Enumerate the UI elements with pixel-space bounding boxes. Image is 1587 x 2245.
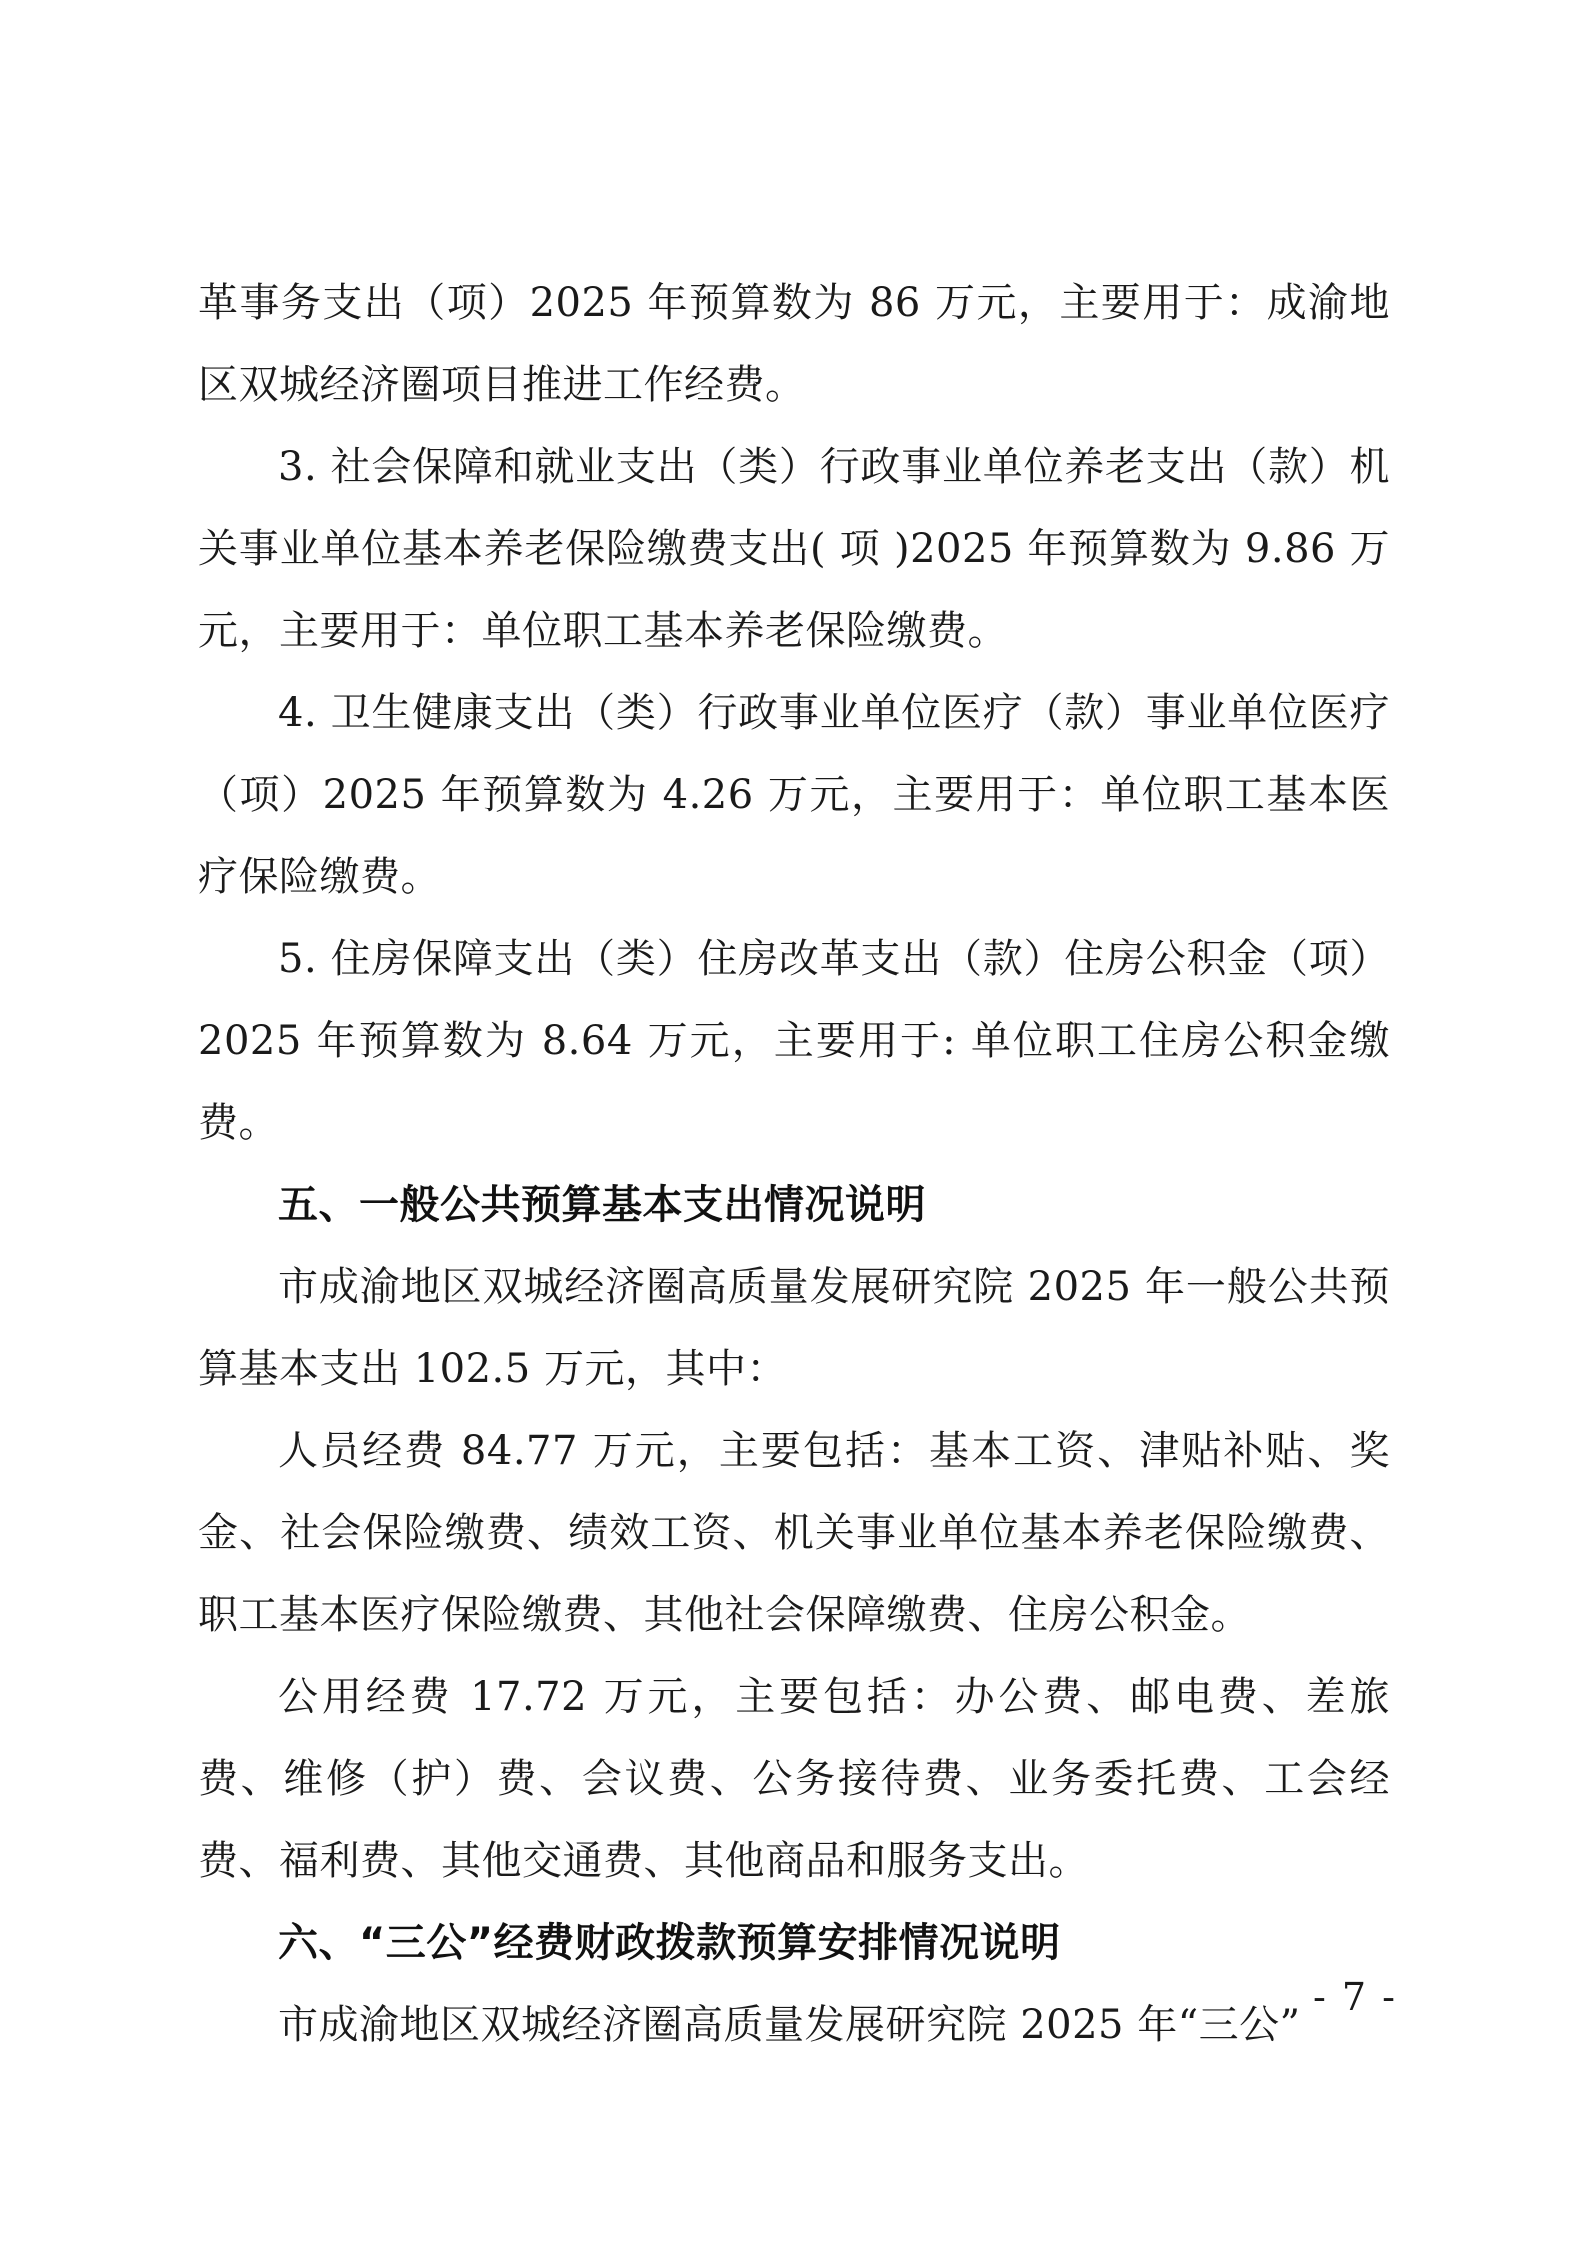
paragraph-basic-expenditure-total: 市成渝地区双城经济圈高质量发展研究院 2025 年一般公共预算基本支出 102.5 万元，其中： — [198, 1264, 1390, 1392]
paragraph-item-3: 3. 社会保障和就业支出（类）行政事业单位养老支出（款）机关事业单位基本养老保险缴费支出( 项 )2025 年预算数为 9.86 万元，主要用于：单位职工基本养老保险缴费。 — [198, 444, 1390, 654]
paragraph-continued: 革事务支出（项）2025 年预算数为 86 万元，主要用于：成渝地区双城经济圈项目推进工作经费。 — [198, 280, 1390, 408]
paragraph-public-expenses: 公用经费 17.72 万元，主要包括：办公费、邮电费、差旅费、维修（护）费、会议费、公务接待费、业务委托费、工会经费、福利费、其他交通费、其他商品和服务支出。 — [198, 1674, 1390, 1884]
paragraph-personnel-expenses: 人员经费 84.77 万元，主要包括：基本工资、津贴补贴、奖金、社会保险缴费、绩效工资、机关事业单位基本养老保险缴费、职工基本医疗保险缴费、其他社会保障缴费、住房公积金。 — [198, 1428, 1390, 1638]
paragraph-item-5: 5. 住房保障支出（类）住房改革支出（款）住房公积金（项）2025 年预算数为 8.64 万元，主要用于: 单位职工住房公积金缴费。 — [198, 936, 1390, 1146]
section-heading-five: 五、一般公共预算基本支出情况说明 — [278, 1182, 926, 1228]
document-body — [198, 262, 1390, 2066]
paragraph-three-public-expenses: 市成渝地区双城经济圈高质量发展研究院 2025 年“三公” — [278, 2002, 1301, 2048]
paragraph-item-4: 4. 卫生健康支出（类）行政事业单位医疗（款）事业单位医疗（项）2025 年预算数为 4.26 万元，主要用于：单位职工基本医疗保险缴费。 — [198, 690, 1390, 900]
page-number: - 7 - — [1312, 1975, 1397, 2019]
section-heading-six: 六、“三公”经费财政拨款预算安排情况说明 — [278, 1920, 1061, 1966]
